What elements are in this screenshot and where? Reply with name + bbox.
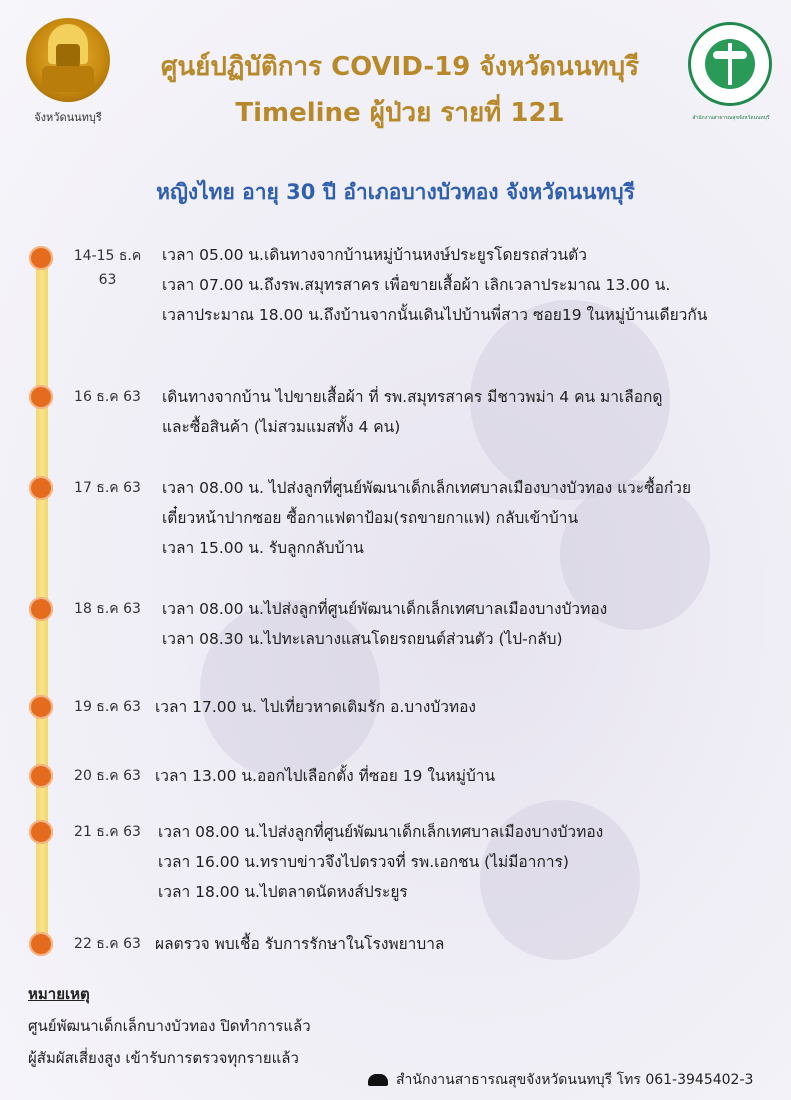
entry-date: 17 ธ.ค 63 <box>74 480 141 496</box>
right-logo-caption: สำนักงานสาธารณสุขจังหวัดนนทบุรี <box>692 115 770 121</box>
public-health-office-logo <box>688 22 772 121</box>
entry-line: เวลา 08.00 น.ไปส่งลูกที่ศูนย์พัฒนาเด็กเล็กเทศบาลเมืองบางบัวทอง <box>162 600 608 618</box>
entry-line: เดินทางจากบ้าน ไปขายเสื้อผ้า ที่ รพ.สมุทรสาคร มีชาวพม่า 4 คน มาเลือกดู <box>162 388 663 406</box>
remark-item: ศูนย์พัฒนาเด็กเล็กบางบัวทอง ปิดทำการแล้ว <box>28 1017 311 1035</box>
footer-text: สำนักงานสาธารณสุขจังหวัดนนทบุรี โทร 061-3945402-3 <box>396 1072 754 1088</box>
entry-line: เวลาประมาณ 18.00 น.ถึงบ้านจากนั้นเดินไปบ้านพี่สาว ซอย19 ในหมู่บ้านเดียวกัน <box>162 306 708 324</box>
entry-line: เวลา 16.00 น.ทราบข่าวจึงไปตรวจที่ รพ.เอกชน (ไม่มีอาการ) <box>158 853 569 871</box>
entry-line: เตี๋ยวหน้าปากซอย ซื้อกาแฟตาป้อม(รถขายกาแฟ) กลับเข้าบ้าน <box>162 509 579 527</box>
page-subtitle: Timeline ผู้ป่วย รายที่ 121 <box>235 98 565 128</box>
seal-emblem-icon <box>26 18 110 102</box>
nonthaburi-seal-logo <box>22 18 114 126</box>
footer-contact <box>368 1069 753 1091</box>
timeline-dot-icon <box>29 932 53 956</box>
page-title: ศูนย์ปฏิบัติการ COVID-19 จังหวัดนนทบุรี <box>160 52 640 82</box>
timeline-dot-icon <box>29 597 53 621</box>
timeline-dot-icon <box>29 820 53 844</box>
entry-line: เวลา 13.00 น.ออกไปเลือกตั้ง ที่ซอย 19 ในหมู่บ้าน <box>155 767 496 785</box>
entry-line: เวลา 08.00 น.ไปส่งลูกที่ศูนย์พัฒนาเด็กเล็กเทศบาลเมืองบางบัวทอง <box>158 823 604 841</box>
left-logo-caption: จังหวัดนนทบุรี <box>34 111 102 124</box>
entry-line: เวลา 07.00 น.ถึงรพ.สมุทรสาคร เพื่อขายเสื้อผ้า เลิกเวลาประมาณ 13.00 น. <box>162 276 671 294</box>
entry-date: 22 ธ.ค 63 <box>74 936 141 952</box>
remark-item: ผู้สัมผัสเสี่ยงสูง เข้ารับการตรวจทุกรายแล้ว <box>28 1049 299 1067</box>
entry-date: 16 ธ.ค 63 <box>74 389 141 405</box>
timeline-dot-icon <box>29 476 53 500</box>
phone-icon <box>368 1074 388 1086</box>
entry-line: เวลา 18.00 น.ไปตลาดนัดหงส์ประยูร <box>158 883 408 901</box>
entry-date: 14-15 ธ.ค 63 <box>73 248 142 288</box>
entry-line: ผลตรวจ พบเชื้อ รับการรักษาในโรงพยาบาล <box>155 935 445 953</box>
entry-line: เวลา 08.30 น.ไปทะเลบางแสนโดยรถยนต์ส่วนตัว (ไป-กลับ) <box>162 630 563 648</box>
entry-line: เวลา 08.00 น. ไปส่งลูกที่ศูนย์พัฒนาเด็กเล็กเทศบาลเมืองบางบัวทอง แวะซื้อก๋วย <box>162 479 692 497</box>
timeline-dot-icon <box>29 385 53 409</box>
entry-date: 18 ธ.ค 63 <box>74 601 141 617</box>
entry-line: เวลา 17.00 น. ไปเที่ยวหาดเติมรัก อ.บางบัวทอง <box>155 698 477 716</box>
timeline-dot-icon <box>29 695 53 719</box>
header <box>0 0 791 165</box>
entry-line: และซื้อสินค้า (ไม่สวมแมสทั้ง 4 คน) <box>162 418 401 436</box>
remarks <box>28 978 311 1074</box>
entry-date: 21 ธ.ค 63 <box>74 824 141 840</box>
patient-info: หญิงไทย อายุ 30 ปี อำเภอบางบัวทอง จังหวัดนนทบุรี <box>156 180 635 204</box>
timeline-dot-icon <box>29 246 53 270</box>
entry-line: เวลา 15.00 น. รับลูกกลับบ้าน <box>162 539 364 557</box>
timeline-dot-icon <box>29 764 53 788</box>
remarks-title: หมายเหตุ <box>28 985 90 1003</box>
entry-line: เวลา 05.00 น.เดินทางจากบ้านหมู่บ้านหงษ์ประยูรโดยรถส่วนตัว <box>162 246 587 264</box>
entry-date: 19 ธ.ค 63 <box>74 699 141 715</box>
entry-date: 20 ธ.ค 63 <box>74 768 141 784</box>
